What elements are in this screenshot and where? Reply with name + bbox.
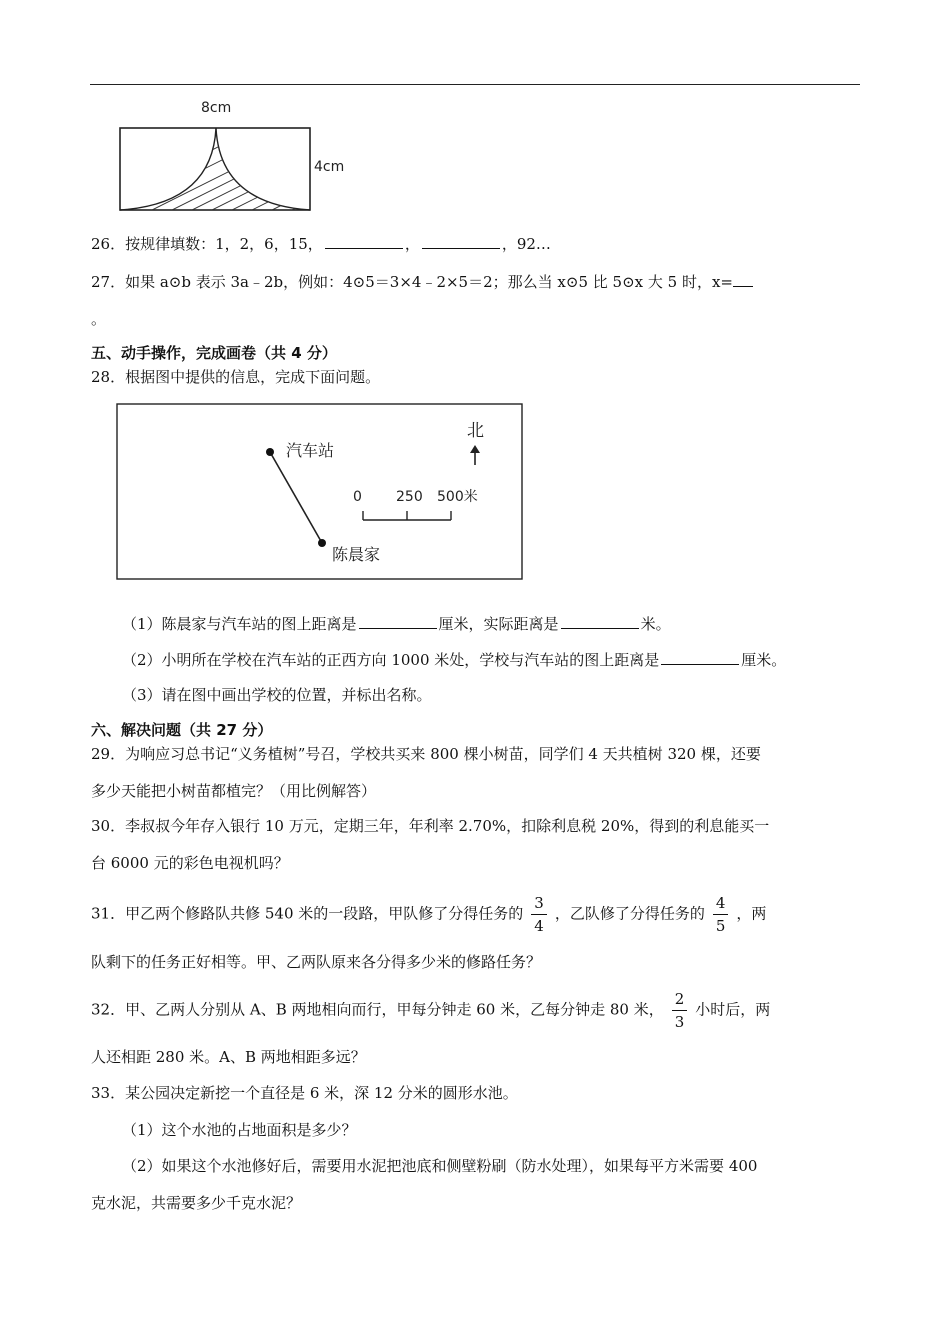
question-30-line-1: 30．李叔叔今年存入银行 10 万元，定期三年，年利率 2.70%，扣除利息税 20%，得到的利息能买一 <box>91 817 770 835</box>
question-27-end: 。 <box>91 310 107 328</box>
height-label: 4cm <box>314 159 345 175</box>
question-31-line-1: 31．甲乙两个修路队共修 540 米的一段路，甲队修了分得任务的 $\frac{3}{4}$ ，乙队修了分得任务的 $\frac{4}{5}$ ，两 <box>91 894 767 935</box>
answer-blank[interactable] <box>661 648 739 665</box>
question-33-part-2-line-2: 克水泥，共需要多少千克水泥？ <box>91 1194 302 1212</box>
section-6-title: 六、解决问题（共 27 分） <box>91 721 273 739</box>
question-33-stem: 33．某公园决定新挖一个直径是 6 米，深 12 分米的圆形水池。 <box>91 1084 518 1102</box>
north-label: 北 <box>467 421 484 441</box>
question-32-line-1: 32．甲、乙两人分别从 A、B 两地相向而行，甲每分钟走 60 米，乙每分钟走 80 米， $\frac{2}{3}$ 小时后，两 <box>91 990 771 1031</box>
question-29-line-1: 29．为响应习总书记“义务植树”号召，学校共买来 800 棵小树苗，同学们 4 天共植树 320 棵，还要 <box>91 745 761 763</box>
question-29-line-2: 多少天能把小树苗都植完？（用比例解答） <box>91 782 377 800</box>
scale-label-250: 250 <box>396 489 423 505</box>
fraction: $\frac{3}{4}$ <box>531 894 547 935</box>
scale-label-500: 500米 <box>437 489 478 505</box>
question-27: 27．如果 a⊙b 表示 3a﹣2b，例如：4⊙5＝3×4﹣2×5＝2；那么当 x⊙5 比 5⊙x 大 5 时，x= <box>91 270 753 293</box>
question-28-stem: 28．根据图中提供的信息，完成下面问题。 <box>91 368 381 386</box>
question-28-part-2: （2）小明所在学校在汽车站的正西方向 1000 米处，学校与汽车站的图上距离是 厘米。 <box>122 648 786 671</box>
section-5-title: 五、动手操作，完成画卷（共 4 分） <box>91 344 337 362</box>
header-rule <box>90 84 860 85</box>
question-33-part-1: （1）这个水池的占地面积是多少？ <box>122 1121 357 1139</box>
question-33-part-2-line-1: （2）如果这个水池修好后，需要用水泥把池底和侧壁粉刷（防水处理），如果每平方米需要 400 <box>122 1157 758 1175</box>
geometry-figure <box>114 96 350 218</box>
right-arc <box>216 128 310 210</box>
question-26: 26．按规律填数：1，2，6，15， ， ，92… <box>91 232 551 255</box>
answer-blank[interactable] <box>359 612 437 629</box>
scale-label-0: 0 <box>353 489 362 505</box>
fraction: $\frac{4}{5}$ <box>713 894 729 935</box>
home-label: 陈晨家 <box>332 545 381 564</box>
question-32-line-2: 人还相距 280 米。A、B 两地相距多远？ <box>91 1048 366 1066</box>
question-31-line-2: 队剩下的任务正好相等。甲、乙两队原来各分得多少米的修路任务？ <box>91 953 542 971</box>
map-figure <box>116 403 524 581</box>
question-28-part-3: （3）请在图中画出学校的位置，并标出名称。 <box>122 686 432 704</box>
home-point <box>318 539 326 547</box>
bus-station-label: 汽车站 <box>286 441 335 460</box>
fraction: $\frac{2}{3}$ <box>672 990 688 1031</box>
question-28-part-1: （1）陈晨家与汽车站的图上距离是 厘米，实际距离是 米。 <box>122 612 671 635</box>
answer-blank[interactable] <box>422 232 500 249</box>
answer-blank[interactable] <box>733 270 753 287</box>
question-30-line-2: 台 6000 元的彩色电视机吗？ <box>91 854 289 872</box>
bus-station-point <box>266 448 274 456</box>
width-label: 8cm <box>201 100 232 116</box>
answer-blank[interactable] <box>561 612 639 629</box>
answer-blank[interactable] <box>325 232 403 249</box>
left-arc <box>120 128 216 210</box>
